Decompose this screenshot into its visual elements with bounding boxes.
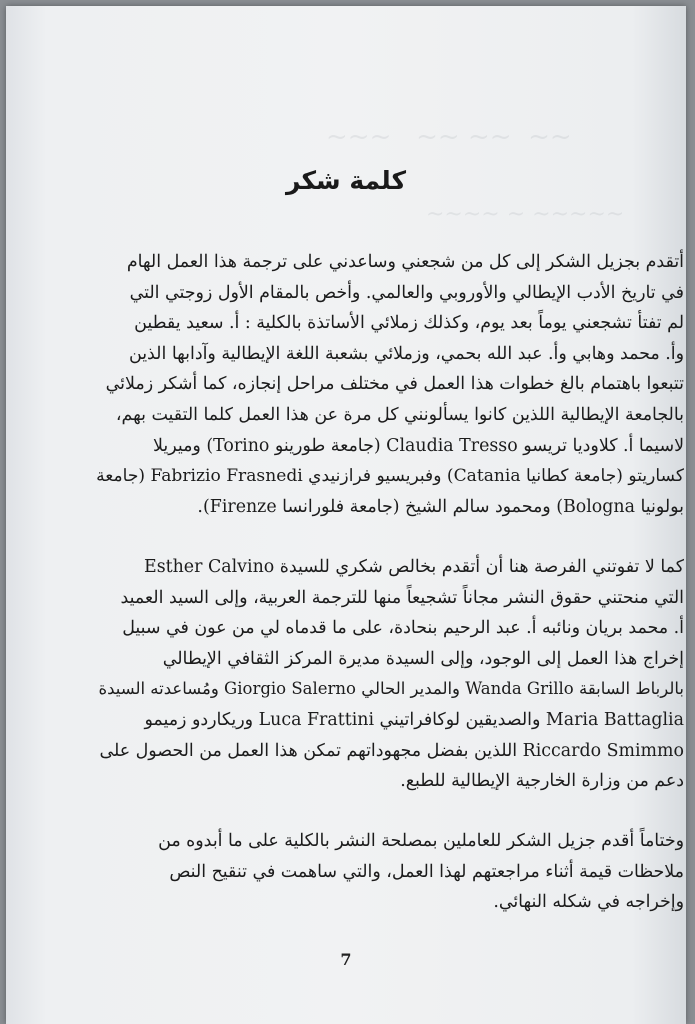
text-line: التي منحتني حقوق النشر مجاناً تشجيعاً منها للترجمة العربية، وإلى السيد العميد	[120, 587, 684, 608]
text-line: كساريتو (جامعة كطانيا Catania) وفبريسيو فرازنيدي Fabrizio Frasnedi (جامعة	[96, 466, 684, 487]
text-line: كما لا تفوتني الفرصة هنا أن أتقدم بخالص شكري للسيدة Esther Calvino	[144, 557, 684, 577]
text-line: بالجامعة الإيطالية اللذين كانوا يسألونني كل مرة عن هذا العمل كلما التقيت بهم،	[115, 404, 684, 425]
text-line: Riccardo Smimmo اللذين بفضل مجهوداتهم تمكن هذا العمل من الحصول على	[99, 740, 684, 761]
text-line: بولونيا Bologna) ومحمود سالم الشيخ (جامعة فلورانسا Firenze).	[197, 496, 684, 517]
text-line: دعم من وزارة الخارجية الإيطالية للطبع.	[400, 771, 684, 792]
text-line: إخراج هذا العمل إلى الوجود، وإلى السيدة مديرة المركز الثقافي الإيطالي	[162, 648, 684, 669]
show-through-decoration: ​~~~ ~~ ~~ ~~	[326, 122, 572, 152]
text-line: ملاحظات قيمة أثناء مراجعتهم لهذا العمل، والتي ساهمت في تنقيح النص	[169, 861, 684, 882]
page-title: كلمة شكر	[285, 166, 407, 195]
paragraph-3	[94, 826, 684, 918]
text-line: تتبعوا باهتمام بالغ خطوات هذا العمل في مختلف مراحل إنجازه، كما أشكر زملائي	[105, 374, 684, 395]
text-line: أ. محمد بريان ونائبه أ. عبد الرحيم بنحادة، على ما قدماه لي من عون في سبيل	[122, 618, 684, 639]
paragraph-1	[94, 247, 684, 522]
text-line: وإخراجه في شكله النهائي.	[493, 892, 684, 913]
text-line: أتقدم بجزيل الشكر إلى كل من شجعني وساعدني على ترجمة هذا العمل الهام	[126, 252, 684, 272]
text-line: في تاريخ الأدب الإيطالي والأوروبي والعالمي. وأخص بالمقام الأول زوجتي التي	[129, 282, 684, 303]
text-line: لم تفتأ تشجعني يوماً بعد يوم، وكذلك زملائي الأساتذة بالكلية : أ. سعيد يقطين	[134, 313, 684, 334]
text-line: Maria Battaglia والصديقين لوكافراتيني Luca Frattini وريكاردو زميمو	[144, 709, 684, 730]
book-page	[6, 6, 686, 1024]
text-line: وختاماً أقدم جزيل الشكر للعاملين بمصلحة النشر بالكلية على ما أبدوه من	[158, 831, 684, 851]
paragraph-2	[94, 552, 684, 797]
text-line: وأ. محمد وهابي وأ. عبد الله بحمي، وزملائي بشعبة اللغة الإيطالية وآدابها الذين	[128, 343, 684, 364]
page-number: 7	[340, 950, 352, 969]
show-through-decoration: ​~~~~ ~ ~~~~~	[426, 202, 625, 227]
text-line: لاسيما أ. كلاوديا تريسو Claudia Tresso (جامعة طورينو Torino) وميريلا	[153, 435, 684, 456]
text-line: بالرباط السابقة Wanda Grillo والمدير الحالي Giorgio Salerno ومُساعدته السيدة	[98, 679, 684, 699]
